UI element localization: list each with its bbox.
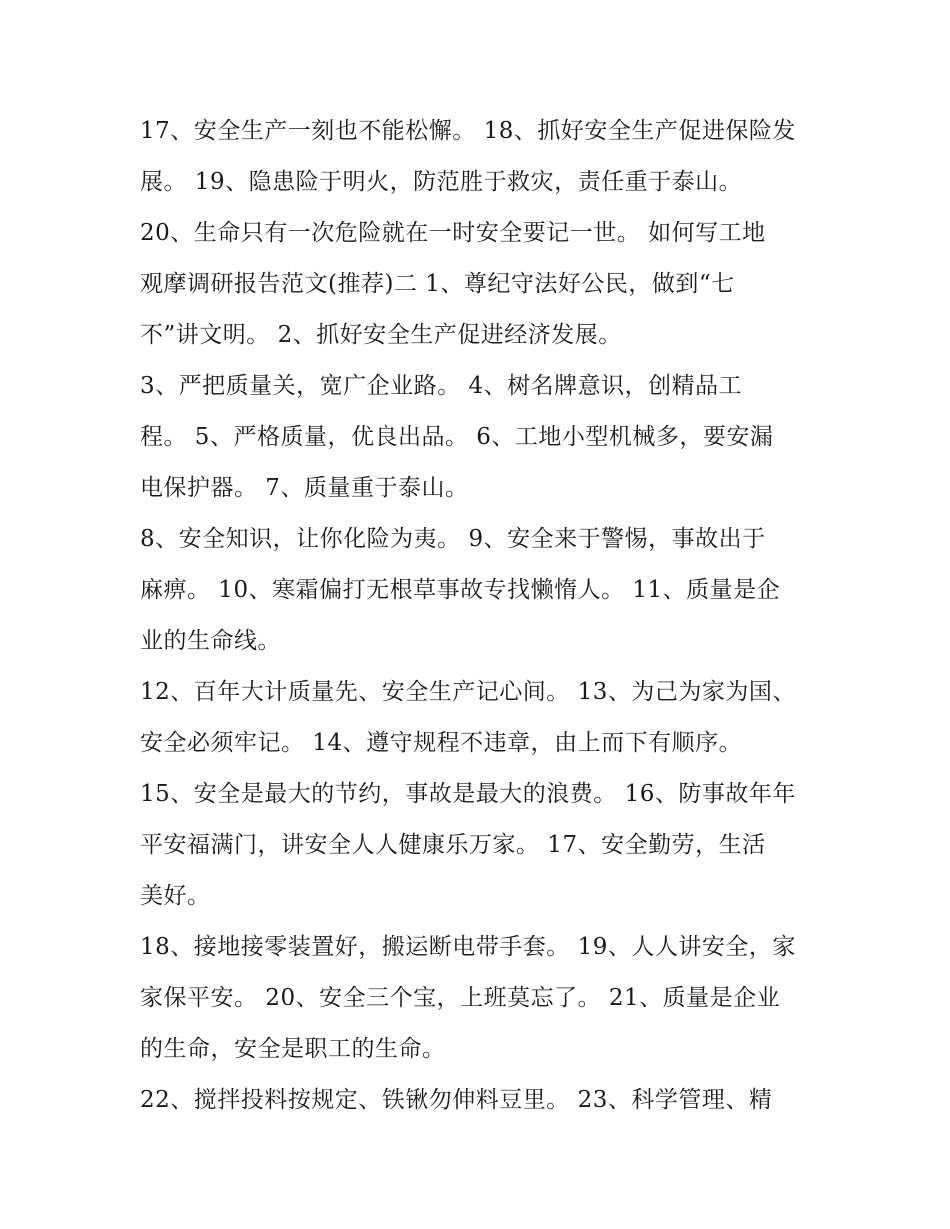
text-line: 3、严把质量关，宽广企业路。 4、树名牌意识，创精品工 xyxy=(140,373,743,399)
text-line: 8、安全知识，让你化险为夷。 9、安全来于警惕，事故出于 xyxy=(140,526,766,552)
text-line: 不”讲文明。 2、抓好安全生产促进经济发展。 xyxy=(140,322,622,348)
text-line: 美好。 xyxy=(140,883,211,909)
text-line: 安全必须牢记。 14、遵守规程不违章，由上而下有顺序。 xyxy=(140,730,743,756)
text-line: 电保护器。 7、质量重于泰山。 xyxy=(140,475,469,501)
text-line: 观摩调研报告范文(推荐)二 1、尊纪守法好公民，做到“七 xyxy=(140,271,735,297)
text-line: 麻痹。 10、寒霜偏打无根草事故专找懒惰人。 11、质量是企 xyxy=(140,577,781,603)
text-line: 12、百年大计质量先、安全生产记心间。 13、为己为家为国、 xyxy=(140,679,796,705)
document-body xyxy=(140,106,820,1126)
text-line: 展。 19、隐患险于明火，防范胜于救灾，责任重于泰山。 xyxy=(140,169,743,195)
text-line: 17、安全生产一刻也不能松懈。 18、抓好安全生产促进保险发 xyxy=(140,118,796,144)
text-line: 22、搅拌投料按规定、铁锹勿伸料豆里。 23、科学管理、精 xyxy=(140,1087,773,1113)
text-line: 业的生命线。 xyxy=(140,628,281,654)
text-line: 18、接地接零装置好，搬运断电带手套。 19、人人讲安全，家 xyxy=(140,934,796,960)
text-line: 15、安全是最大的节约，事故是最大的浪费。 16、防事故年年 xyxy=(140,781,796,807)
text-line: 家保平安。 20、安全三个宝，上班莫忘了。 21、质量是企业 xyxy=(140,985,781,1011)
text-line: 的生命，安全是职工的生命。 xyxy=(140,1036,446,1062)
text-line: 平安福满门，讲安全人人健康乐万家。 17、安全勤劳，生活 xyxy=(140,832,766,858)
text-line: 程。 5、严格质量，优良出品。 6、工地小型机械多，要安漏 xyxy=(140,424,774,450)
text-line: 20、生命只有一次危险就在一时安全要记一世。 如何写工地 xyxy=(140,220,766,246)
